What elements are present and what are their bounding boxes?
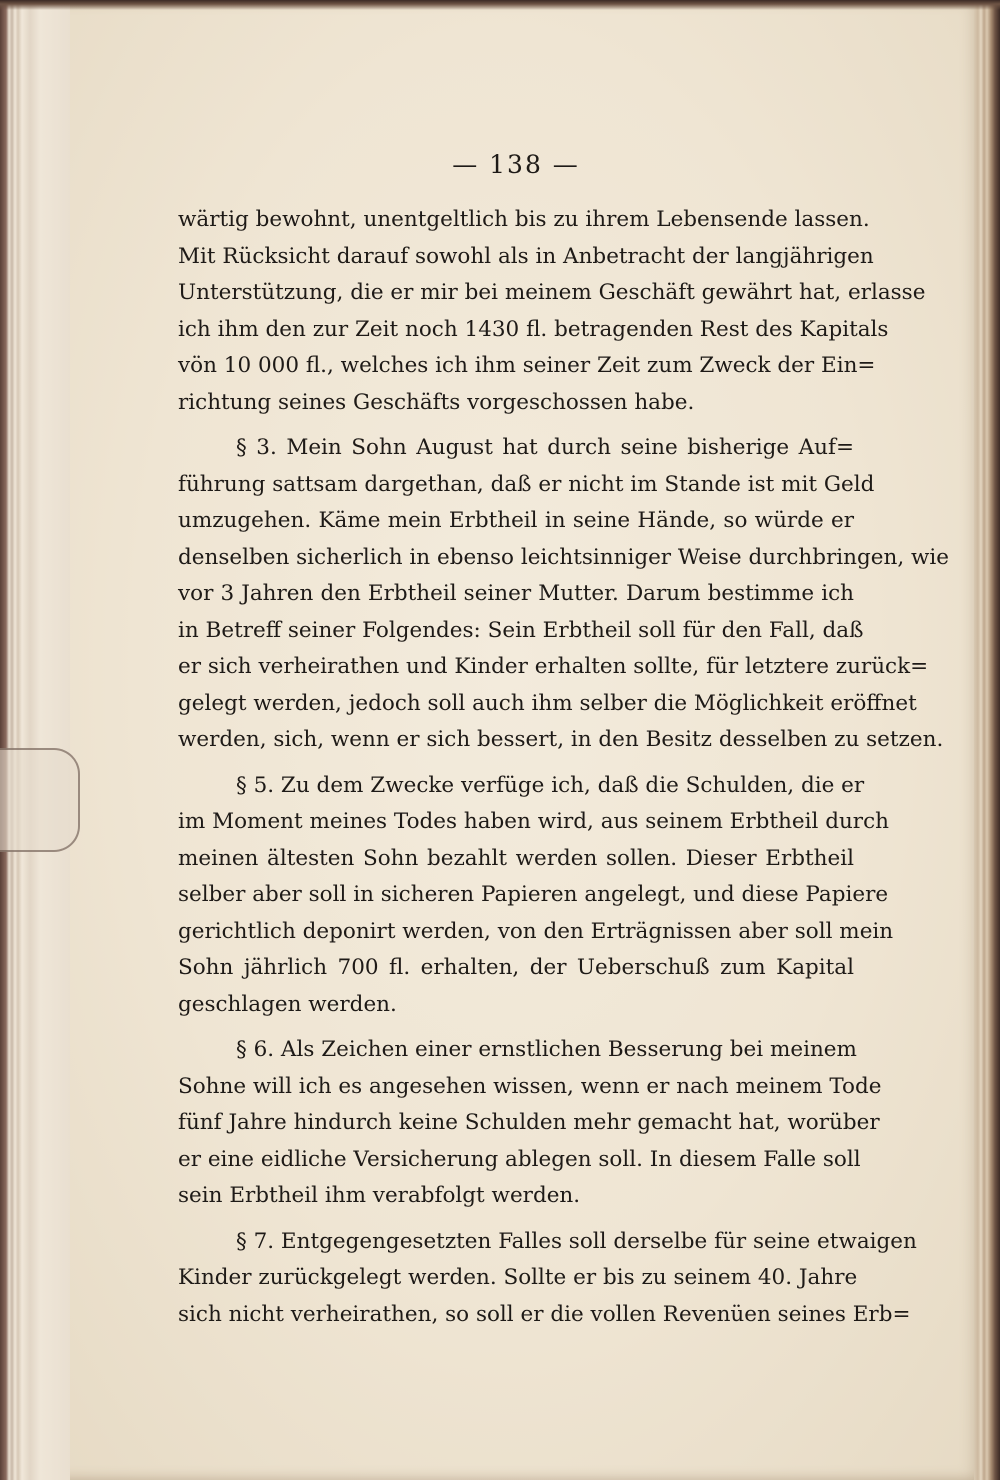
paragraph-section-3 (178, 430, 949, 759)
text-line: er sich verheirathen und Kinder erhalten sollte, für letztere zurück= (178, 654, 929, 679)
text-line: Mit Rücksicht darauf sowohl als in Anbetracht der langjährigen (178, 243, 874, 269)
left-page-edge (0, 0, 70, 1480)
right-page-edge (974, 0, 1000, 1480)
text-line: fünf Jahre hindurch keine Schulden mehr gemacht hat, worüber (178, 1110, 880, 1135)
text-line: geschlagen werden. (178, 991, 397, 1017)
text-line: denselben sicherlich in ebenso leichtsinniger Weise durchbringen, wie (178, 544, 949, 570)
text-line: in Betreff seiner Folgendes: Sein Erbtheil soll für den Fall, daß (178, 617, 864, 643)
text-line: im Moment meines Todes haben wird, aus seinem Erbtheil durch (178, 809, 889, 834)
page-tab-strap (0, 748, 80, 852)
text-line: wärtig bewohnt, unentgeltlich bis zu ihrem Lebensende lassen. (178, 207, 870, 232)
text-line: führung sattsam dargethan, daß er nicht im Stande ist mit Geld (178, 471, 875, 497)
page-content (178, 150, 949, 1333)
text-line: sich nicht verheirathen, so soll er die vollen Revenüen seines Erb= (178, 1301, 911, 1327)
text-line: § 3. Mein Sohn August hat durch seine bisherige Auf= (236, 435, 854, 460)
text-line: ich ihm den zur Zeit noch 1430 fl. betragenden Rest des Kapitals (178, 316, 889, 342)
paragraph-section-7 (178, 1224, 917, 1334)
text-line: umzugehen. Käme mein Erbtheil in seine Hände, so würde er (178, 508, 854, 533)
text-line: gerichtlich deponirt werden, von den Erträgnissen aber soll mein (178, 918, 894, 944)
text-line: sein Erbtheil ihm verabfolgt werden. (178, 1183, 581, 1208)
text-line: gelegt werden, jedoch soll auch ihm selber die Möglichkeit eröffnet (178, 690, 917, 716)
text-line: meinen ältesten Sohn bezahlt werden sollen. Dieser Erbtheil (178, 845, 854, 871)
page-number: — 138 — (452, 150, 580, 179)
text-line: § 7. Entgegengesetzten Falles soll derselbe für seine etwaigen (236, 1228, 917, 1254)
text-line: Sohne will ich es angesehen wissen, wenn er nach meinem Tode (178, 1073, 882, 1099)
text-line: werden, sich, wenn er sich bessert, in den Besitz desselben zu setzen. (178, 727, 944, 752)
text-line: Kinder zurückgelegt werden. Sollte er bis zu seinem 40. Jahre (178, 1265, 858, 1290)
paragraph-section-6 (178, 1032, 882, 1215)
text-line: er eine eidliche Versicherung ablegen soll. In diesem Falle soll (178, 1146, 861, 1172)
top-page-edge (0, 0, 1000, 10)
text-line: vor 3 Jahren den Erbtheil seiner Mutter. Darum bestimme ich (178, 581, 854, 606)
text-line: § 5. Zu dem Zwecke verfüge ich, daß die Schulden, die er (236, 772, 865, 798)
text-line: Sohn jährlich 700 fl. erhalten, der Ueberschuß zum Kapital (178, 955, 854, 980)
text-line: vön 10 000 fl., welches ich ihm seiner Zeit zum Zweck der Ein= (178, 353, 876, 378)
paragraph-1 (178, 202, 926, 421)
paragraph-section-5 (178, 768, 894, 1024)
text-line: § 6. Als Zeichen einer ernstlichen Besserung bei meinem (236, 1037, 857, 1062)
text-line: richtung seines Geschäfts vorgeschossen habe. (178, 389, 695, 415)
text-line: Unterstützung, die er mir bei meinem Geschäft gewährt hat, erlasse (178, 280, 926, 305)
text-line: selber aber soll in sicheren Papieren angelegt, und diese Papiere (178, 882, 889, 907)
